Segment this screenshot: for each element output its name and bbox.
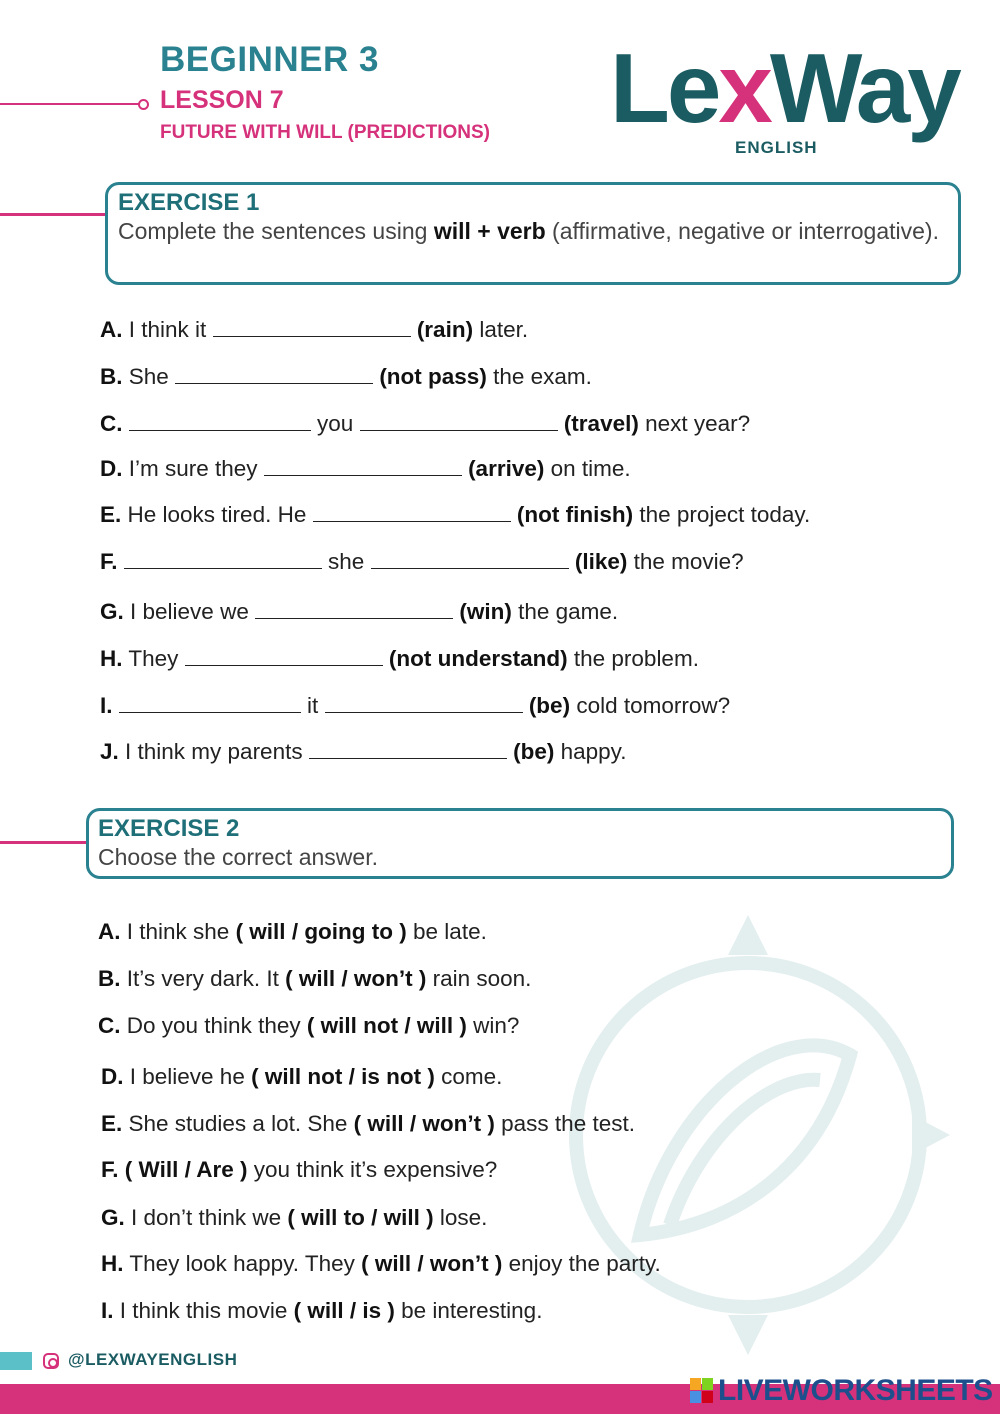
answer-choice[interactable]: ( will to / will ) (287, 1205, 434, 1230)
answer-choice[interactable]: ( will / won’t ) (353, 1111, 495, 1136)
header-decorative-dot (138, 99, 149, 110)
answer-choice[interactable]: ( will / won’t ) (361, 1251, 503, 1276)
item-text: I believe we (123, 599, 256, 624)
item-text: the exam. (486, 364, 592, 389)
item-text: I think she (120, 919, 236, 944)
verb-hint: (arrive) (468, 456, 545, 481)
lexway-logo (610, 33, 960, 158)
exercise2-item (101, 1156, 497, 1184)
answer-blank[interactable] (313, 501, 511, 522)
exercise1-item (100, 501, 810, 529)
lesson-number: LESSON 7 (160, 86, 284, 114)
item-letter: H. (101, 1251, 124, 1276)
item-text: I’m sure they (122, 456, 264, 481)
verb-hint: (not finish) (516, 502, 634, 527)
exercise1-title: EXERCISE 1 (118, 189, 260, 216)
item-letter: A. (100, 317, 123, 342)
answer-blank[interactable] (325, 692, 523, 713)
verb-hint: (not understand) (388, 646, 568, 671)
header-decorative-line (0, 103, 140, 105)
exercise2-item (101, 1110, 635, 1138)
exercise1-item (100, 645, 699, 673)
item-text: I think it (122, 317, 213, 342)
item-text: come. (434, 1064, 503, 1089)
item-letter: C. (100, 411, 123, 436)
answer-blank[interactable] (175, 363, 373, 384)
exercise1-item (100, 692, 730, 720)
item-letter: I. (100, 693, 113, 718)
item-letter: E. (100, 502, 122, 527)
exercise1-item (100, 316, 528, 344)
instagram-icon (43, 1353, 59, 1369)
answer-blank[interactable] (185, 645, 383, 666)
item-text: They (122, 646, 185, 671)
exercise2-item (101, 1063, 502, 1091)
verb-hint: (win) (459, 599, 512, 624)
logo-wordmark: LexWay (610, 33, 959, 143)
item-text: pass the test. (494, 1111, 635, 1136)
answer-choice[interactable]: ( will not / is not ) (251, 1064, 435, 1089)
item-text: later. (473, 317, 529, 342)
item-text: be late. (406, 919, 487, 944)
item-text: she (321, 549, 371, 574)
verb-hint: (rain) (416, 317, 474, 342)
item-text: win? (466, 1013, 520, 1038)
verb-hint: (travel) (563, 411, 639, 436)
answer-blank[interactable] (309, 738, 507, 759)
exercise1-item (100, 738, 627, 766)
item-letter: G. (100, 599, 124, 624)
item-text: enjoy the party. (502, 1251, 661, 1276)
item-letter: F. (101, 1157, 119, 1182)
exercise1-item (100, 363, 592, 391)
exercise2-title: EXERCISE 2 (98, 815, 240, 842)
exercise1-header-box (105, 182, 961, 285)
verb-hint: (like) (574, 549, 628, 574)
item-letter: E. (101, 1111, 123, 1136)
answer-blank[interactable] (119, 692, 301, 713)
exercise2-item (101, 1204, 487, 1232)
item-letter: C. (98, 1013, 121, 1038)
exercise2-decorative-line (0, 841, 90, 844)
answer-choice[interactable]: ( will / going to ) (235, 919, 407, 944)
item-text: the game. (511, 599, 619, 624)
liveworksheets-wordmark: LIVEWORKSHEETS (718, 1374, 993, 1407)
worksheet-level: BEGINNER 3 (160, 40, 379, 79)
item-text: next year? (638, 411, 751, 436)
lesson-topic: FUTURE WITH WILL (PREDICTIONS) (160, 122, 491, 143)
item-text: it (300, 693, 325, 718)
verb-hint: (not pass) (379, 364, 487, 389)
item-text: It’s very dark. It (120, 966, 286, 991)
answer-blank[interactable] (124, 548, 322, 569)
item-letter: B. (100, 364, 123, 389)
item-text: I don’t think we (124, 1205, 288, 1230)
answer-blank[interactable] (371, 548, 569, 569)
item-text: lose. (433, 1205, 488, 1230)
item-letter: D. (101, 1064, 124, 1089)
answer-choice[interactable]: ( will / is ) (293, 1298, 395, 1323)
verb-hint: (be) (528, 693, 571, 718)
exercise1-item (100, 455, 631, 483)
item-text: He looks tired. He (121, 502, 313, 527)
exercise1-decorative-line (0, 213, 108, 216)
item-text: I think this movie (113, 1298, 294, 1323)
item-letter: D. (100, 456, 123, 481)
item-text: you (310, 411, 360, 436)
exercise2-item (98, 1012, 519, 1040)
item-text: the problem. (567, 646, 699, 671)
item-text: the movie? (627, 549, 744, 574)
exercise1-item (100, 410, 750, 438)
exercise2-item (101, 1297, 542, 1325)
exercise2-header-box (86, 808, 954, 879)
item-letter: B. (98, 966, 121, 991)
answer-blank[interactable] (360, 410, 558, 431)
footer-accent-tab (0, 1352, 32, 1370)
item-letter: J. (100, 739, 119, 764)
answer-blank[interactable] (129, 410, 311, 431)
answer-blank[interactable] (255, 598, 453, 619)
liveworksheets-badge[interactable] (690, 1375, 1000, 1407)
exercise1-item (100, 598, 618, 626)
item-text: you think it’s expensive? (247, 1157, 498, 1182)
item-text: rain soon. (426, 966, 532, 991)
item-letter: I. (101, 1298, 114, 1323)
exercise1-instruction: Complete the sentences using will + verb (affirmative, negative or interrogative). (118, 218, 939, 244)
item-text: be interesting. (394, 1298, 543, 1323)
item-text: Do you think they (120, 1013, 307, 1038)
item-text: on time. (544, 456, 631, 481)
answer-choice[interactable]: ( will / won’t ) (285, 966, 427, 991)
answer-choice[interactable]: ( will not / will ) (306, 1013, 467, 1038)
item-letter: A. (98, 919, 121, 944)
answer-blank[interactable] (213, 316, 411, 337)
logo-subtitle: ENGLISH (735, 138, 818, 157)
answer-choice[interactable]: ( Will / Are ) (124, 1157, 248, 1182)
exercise1-item (100, 548, 744, 576)
item-letter: H. (100, 646, 123, 671)
item-text: I believe he (123, 1064, 252, 1089)
exercise2-item (101, 1250, 661, 1278)
item-text: cold tomorrow? (570, 693, 731, 718)
verb-hint: (be) (513, 739, 555, 764)
item-text: the project today. (633, 502, 811, 527)
item-text: She studies a lot. She (122, 1111, 354, 1136)
item-text: I think my parents (118, 739, 309, 764)
exercise2-item (98, 918, 487, 946)
exercise2-instruction: Choose the correct answer. (98, 844, 378, 870)
answer-blank[interactable] (264, 455, 462, 476)
item-text: They look happy. They (123, 1251, 362, 1276)
liveworksheets-logo-icon (690, 1378, 714, 1404)
item-letter: F. (100, 549, 118, 574)
item-text: happy. (554, 739, 627, 764)
item-letter: G. (101, 1205, 125, 1230)
item-text: She (122, 364, 176, 389)
exercise2-item (98, 965, 531, 993)
social-handle[interactable]: @LEXWAYENGLISH (68, 1350, 238, 1369)
